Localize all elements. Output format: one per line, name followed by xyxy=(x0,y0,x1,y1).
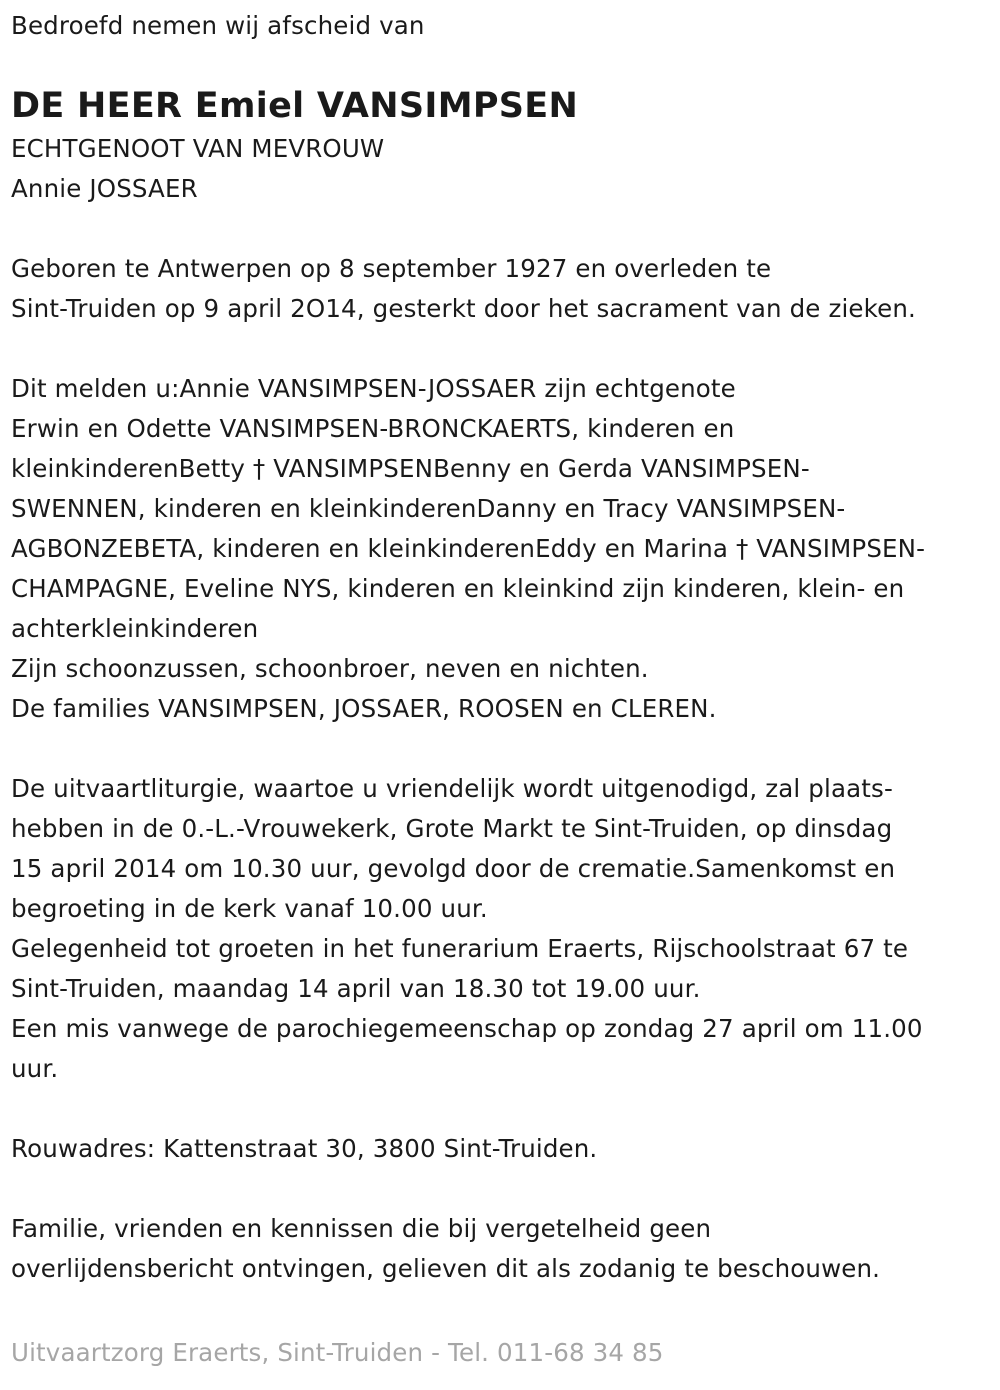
ceremony-paragraph xyxy=(11,769,991,1089)
spacer xyxy=(11,209,991,249)
spacer xyxy=(11,729,991,769)
funeral-home-footer: Uitvaartzorg Eraerts, Sint-Truiden - Tel. 011-68 34 85 xyxy=(11,1338,664,1367)
birth-paragraph xyxy=(11,249,991,329)
spouse-name: Annie JOSSAER xyxy=(11,174,198,203)
paragraph-line: De uitvaartliturgie, waartoe u vriendelijk wordt uitgenodigd, zal plaats- xyxy=(11,774,893,803)
paragraph-line: Sint-Truiden, maandag 14 april van 18.30 tot 19.00 uur. xyxy=(11,974,701,1003)
closing-paragraph xyxy=(11,1209,991,1289)
paragraph-line: Zijn schoonzussen, schoonbroer, neven en nichten. xyxy=(11,654,649,683)
paragraph-line: Een mis vanwege de parochiegemeenschap op zondag 27 april om 11.00 xyxy=(11,1014,923,1043)
paragraph-line: Gelegenheid tot groeten in het funerarium Eraerts, Rijschoolstraat 67 te xyxy=(11,934,909,963)
paragraph-line: CHAMPAGNE, Eveline NYS, kinderen en kleinkind zijn kinderen, klein- en xyxy=(11,574,905,603)
paragraph-line: uur. xyxy=(11,1054,59,1083)
paragraph-line: Sint-Truiden op 9 april 2O14, gesterkt door het sacrament van de zieken. xyxy=(11,294,916,323)
intro-text: Bedroefd nemen wij afscheid van xyxy=(11,11,425,40)
paragraph-line: Familie, vrienden en kennissen die bij vergetelheid geen xyxy=(11,1214,712,1243)
paragraph-line: Dit melden u:Annie VANSIMPSEN-JOSSAER zijn echtgenote xyxy=(11,374,736,403)
paragraph-line: overlijdensbericht ontvingen, gelieven dit als zodanig te beschouwen. xyxy=(11,1254,881,1283)
paragraph-line: hebben in de 0.-L.-Vrouwekerk, Grote Markt te Sint-Truiden, op dinsdag xyxy=(11,814,893,843)
spouse-label: ECHTGENOOT VAN MEVROUW xyxy=(11,134,385,163)
spacer xyxy=(11,329,991,369)
paragraph-line: Geboren te Antwerpen op 8 september 1927 en overleden te xyxy=(11,254,772,283)
paragraph-line: AGBONZEBETA, kinderen en kleinkinderenEddy en Marina † VANSIMPSEN- xyxy=(11,534,926,563)
paragraph-line: SWENNEN, kinderen en kleinkinderenDanny en Tracy VANSIMPSEN- xyxy=(11,494,846,523)
deceased-name: DE HEER Emiel VANSIMPSEN xyxy=(11,86,579,126)
death-notice xyxy=(11,0,991,1289)
paragraph-line: achterkleinkinderen xyxy=(11,614,259,643)
family-paragraph xyxy=(11,369,991,729)
paragraph-line: begroeting in de kerk vanaf 10.00 uur. xyxy=(11,894,488,923)
spacer xyxy=(11,1169,991,1209)
spacer xyxy=(11,1089,991,1129)
paragraph-line: kleinkinderenBetty † VANSIMPSENBenny en Gerda VANSIMPSEN- xyxy=(11,454,810,483)
paragraph-line: 15 april 2014 om 10.30 uur, gevolgd door de crematie.Samenkomst en xyxy=(11,854,896,883)
paragraph-line: De families VANSIMPSEN, JOSSAER, ROOSEN en CLEREN. xyxy=(11,694,717,723)
mourning-address: Rouwadres: Kattenstraat 30, 3800 Sint-Truiden. xyxy=(11,1134,598,1163)
paragraph-line: Erwin en Odette VANSIMPSEN-BRONCKAERTS, kinderen en xyxy=(11,414,735,443)
